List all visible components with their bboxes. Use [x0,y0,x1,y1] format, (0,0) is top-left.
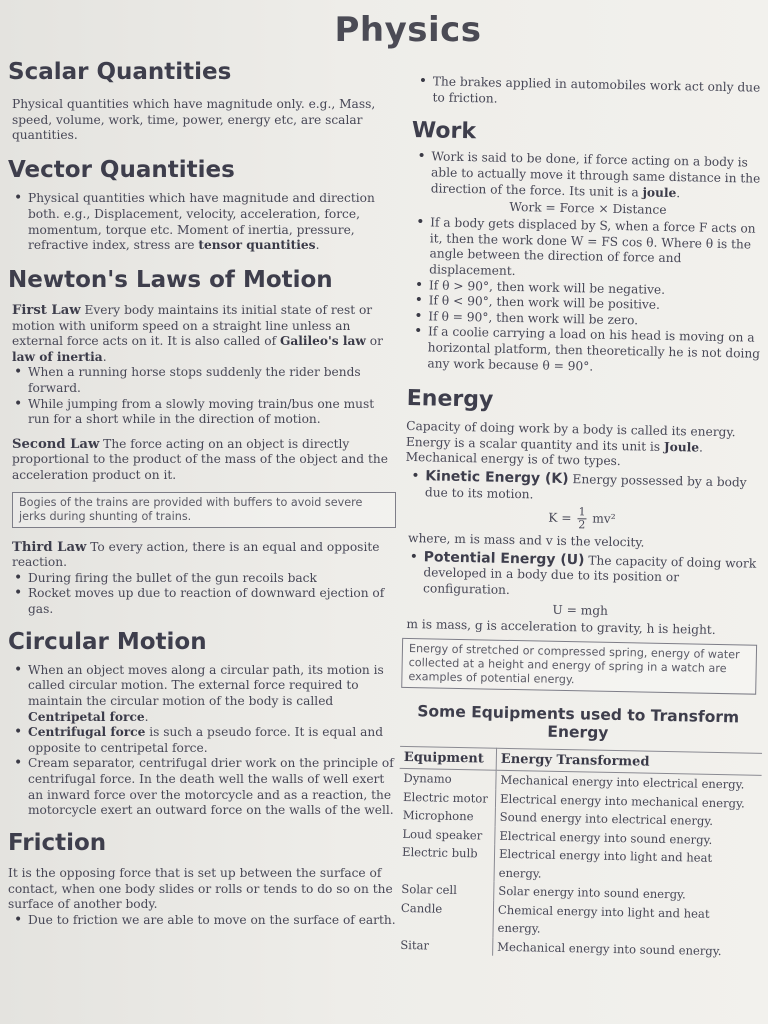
equipment-cell: Microphone [399,806,496,826]
list-item: • If θ < 90°, then work will be positive. [408,293,763,315]
buffers-note-box: Bogies of the trains are provided with buffers to avoid severe jerks during shunting of trains. [12,492,396,528]
list-item: • Centrifugal force is such a pseudo force. It is equal and opposite to centripetal force. [8,725,396,756]
list-item: • During firing the bullet of the gun recoils back [8,571,396,587]
list-item: • Rocket moves up due to reaction of downward ejection of gas. [8,586,396,617]
newton-heading: Newton's Laws of Motion [8,266,333,293]
left-column [8,60,396,928]
list-item: • Due to friction we are able to move on the surface of earth. [8,913,396,929]
friction-definition: It is the opposing force that is set up between the surface of contact, when one body slides or rolls or tends to do so on the surface of another body. [8,866,393,912]
right-column [396,74,768,961]
equipment-cell: Electric motor [399,788,496,808]
list-item: • If a coolie carrying a load on his head is moving on a horizontal platform, then theoretically he is not doing any work because θ = 90°. [407,324,763,378]
work-list [411,149,767,203]
first-law-label: First Law [12,303,81,319]
column-header: Equipment [400,747,497,771]
list-item: • The brakes applied in automobiles work act only due to friction. [412,74,768,112]
list-item: • If θ > 90°, then work will be negative. [409,277,764,299]
kinetic-formula: K = $\frac{1}{2}$ mv² [548,505,616,532]
energy-cell: Electrical energy into mechanical energy. [499,791,745,811]
equipment-cell: Candle [396,899,493,938]
energy-intro: Capacity of doing work by a body is called its energy. Energy is a scalar quantity and its unit is Joule. Mechanical energy is of two types. [405,419,736,469]
second-law-label: Second Law [12,436,100,452]
friction-heading: Friction [8,829,107,856]
list-item: • When an object moves along a circular path, its motion is called circular motion. The external force required to maintain the circular motion of the body is called Centripetal force. [8,663,396,725]
energy-heading: Energy [406,386,494,413]
potential-where: m is mass, g is acceleration to gravity, h is height. [406,616,716,637]
equipment-cell: Sitar [396,936,493,956]
brakes-list [412,74,768,112]
list-item: • When a running horse stops suddenly the rider bends forward. [8,365,396,396]
vector-bullet: • Physical quantities which have magnitude and direction both. e.g., Displacement, velocity, acceleration, force, momentum, torque etc. Moment of inertia, pressure, refractive index, stress are tensor quantities. [8,191,396,253]
potential-formula: U = mgh [552,602,609,618]
equipment-cell: Loud speaker [398,825,495,845]
kinetic-where: where, m is mass and v is the velocity. [407,531,645,550]
equipment-table [396,746,762,961]
equipment-table-title: Some Equipments used to Transform Energy [417,702,740,743]
work-formula: Work = Force × Distance [509,200,667,218]
list-item: • Kinetic Energy (K) Energy possessed by a body due to its motion. [405,469,761,507]
potential-examples-box: Energy of stretched or compressed spring, energy of water collected at a height and energy of spring in a watch are examples of potential energy. [401,638,757,695]
vector-heading: Vector Quantities [8,157,235,184]
potential-list [403,550,759,604]
circular-heading: Circular Motion [8,628,207,655]
equipment-cell: Dynamo [399,769,496,790]
scalar-definition: Physical quantities which have magnitude only. e.g., Mass, speed, volume, work, time, power, energy etc, are scalar quantities. [12,97,376,143]
circular-list [8,663,396,819]
column-header: Energy Transformed [496,748,762,775]
energy-cell: Sound energy into electrical energy. [499,810,714,829]
energy-cell: Chemical energy into light and heat energy. [497,902,710,936]
energy-cell: Electrical energy into light and heat energy. [498,847,713,881]
kinetic-list [405,469,761,507]
kinetic-energy-label: Kinetic Energy (K) [425,468,569,488]
first-law-text: First Law Every body maintains its initial state of rest or motion with uniform speed on a straight line unless an external force acts on it. It is also called of Galileo's law or law of inertia. [12,303,383,364]
list-item: • If a body gets displaced by S, when a force F acts on it, then the work done W = FS cos θ. Where θ is the angle between the direction of force and displacement. [409,215,765,284]
friction-list [8,913,396,929]
list-item: • Work is said to be done, if force acting on a body is able to actually move it through same distance in the direction of the force. Its unit is a joule. [411,149,767,203]
page-title: Physics [334,10,482,50]
first-law-list [8,365,396,427]
list-item: • Cream separator, centrifugal drier work on the principle of centrifugal force. In the death well the walls of well exert an inward force over the motorcycle and as a reaction, the motorcycle exert an outward force on the walls of the well. [8,756,396,818]
list-item: • While jumping from a slowly moving train/bus one must run for a short while in the direction of motion. [8,397,396,428]
potential-energy-label: Potential Energy (U) [423,549,585,569]
list-item: • Potential Energy (U) The capacity of doing work developed in a body due to its position or configuration. [403,550,759,604]
work-heading: Work [411,118,477,145]
third-law-list [8,571,396,618]
equipment-cell: Solar cell [397,880,494,900]
energy-cell: Electrical energy into sound energy. [499,828,713,847]
second-law-text: Second Law The force acting on an object is directly proportional to the product of the mass of the object and the acceleration product on it. [12,436,388,482]
list-item: • If θ = 90°, then work will be zero. [408,309,763,331]
equipment-cell: Electric bulb [398,843,495,882]
scalar-heading: Scalar Quantities [8,59,232,85]
energy-cell: Mechanical energy into sound energy. [497,939,722,958]
third-law-text: Third Law To every action, there is an equal and opposite reaction. [12,539,380,570]
third-law-label: Third Law [12,539,87,555]
energy-cell: Mechanical energy into electrical energy. [500,773,745,792]
vector-list [8,191,396,253]
work-details-list [407,215,765,378]
energy-cell: Solar energy into sound energy. [498,884,686,902]
